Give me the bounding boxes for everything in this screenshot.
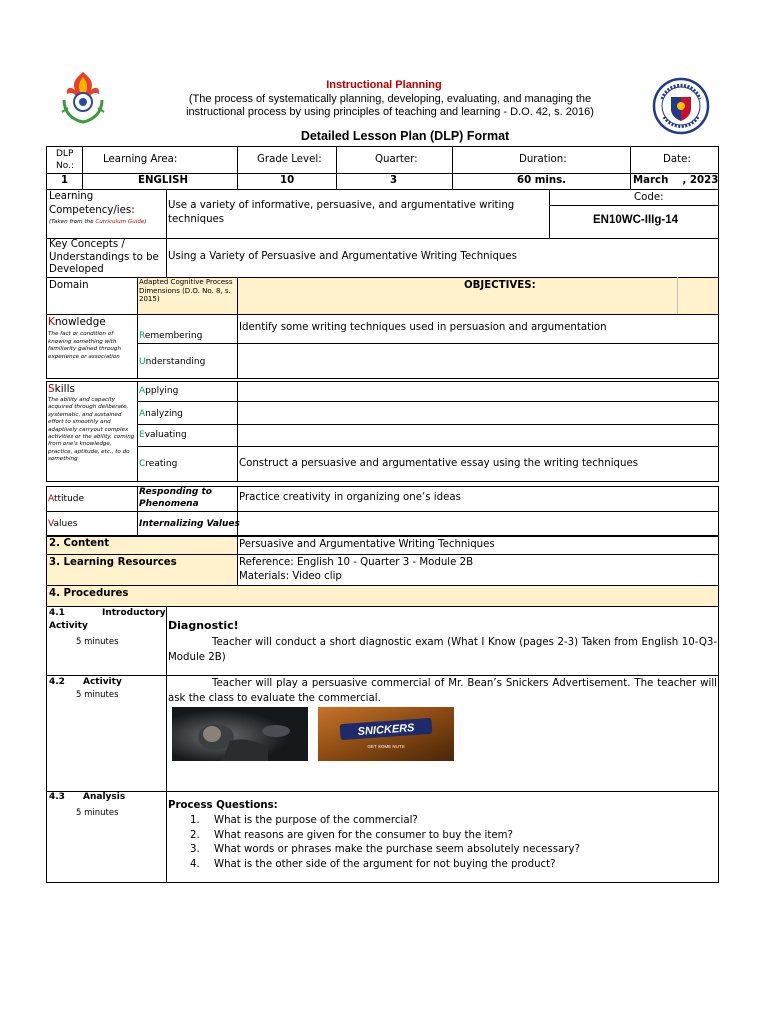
instructional-planning-subtitle: (The process of systematically planning, developing, evaluating, and managing the instructional process by using principles of teaching and learning - D.O. 42, s. 2016) bbox=[186, 93, 594, 118]
date-label: Date: bbox=[663, 154, 691, 165]
remembering-label: Remembering bbox=[139, 331, 203, 341]
reference-text: Reference: English 10 - Quarter 3 - Module 2B bbox=[239, 557, 474, 568]
process-questions-heading: Process Questions: bbox=[168, 800, 278, 811]
applying-label: Applying bbox=[139, 386, 179, 396]
list-item: 4. What is the other side of the argument for not buying the product? bbox=[190, 859, 556, 871]
school-logo bbox=[58, 68, 108, 126]
grade-level-label: Grade Level: bbox=[257, 154, 322, 165]
process-dimension-label: Adapted Cognitive Process Dimensions (D.O. No. 8, s. 2015) bbox=[139, 278, 233, 303]
intro-heading: Diagnostic! bbox=[168, 619, 239, 632]
knowledge-title: Knowledge bbox=[48, 316, 106, 328]
competency-label-1: Learning bbox=[49, 191, 94, 202]
learning-area-label: Learning Area: bbox=[103, 154, 178, 165]
quarter-value: 3 bbox=[390, 175, 398, 186]
activity-num: 4.2 bbox=[49, 677, 65, 687]
analyzing-label: Analyzing bbox=[139, 409, 183, 419]
list-item: 2. What reasons are given for the consumer to buy the item? bbox=[190, 829, 513, 841]
code-label: Code: bbox=[634, 192, 664, 203]
understanding-label: Understanding bbox=[139, 357, 206, 367]
quarter-label: Quarter: bbox=[375, 154, 418, 165]
content-text: Persuasive and Argumentative Writing Techniques bbox=[239, 539, 495, 550]
activity-text: Teacher will play a persuasive commercial of Mr. Bean’s Snickers Advertisement. The teacher will ask the class to evaluate the commercial. bbox=[168, 678, 717, 704]
skills-description: The ability and capacity acquired through deliberate, systematic, and sustained effort to smoothly and adaptively carryout complex activities or the ability, coming from one's knowledge, practice, aptitude, etc., to do something bbox=[48, 397, 135, 463]
duration-label: Duration: bbox=[519, 154, 567, 165]
snickers-ad-thumbnail[interactable] bbox=[318, 707, 454, 761]
intro-title-b: Activity bbox=[49, 621, 88, 631]
content-label: 2. Content bbox=[49, 538, 110, 549]
snickers-brand-text: SNICKERS bbox=[357, 722, 415, 738]
mr-bean-video-thumbnail[interactable] bbox=[172, 707, 308, 761]
domain-label: Domain bbox=[49, 280, 89, 291]
procedures-header bbox=[46, 585, 719, 607]
activity-time: 5 minutes bbox=[76, 690, 119, 700]
analysis-time: 5 minutes bbox=[76, 808, 119, 818]
creating-label: Creating bbox=[139, 459, 178, 469]
key-concepts-label: Key Concepts / Understandings to be Developed bbox=[49, 239, 159, 275]
analysis-num: 4.3 bbox=[49, 792, 65, 802]
intro-time: 5 minutes bbox=[76, 637, 119, 647]
creating-objective: Construct a persuasive and argumentative essay using the writing techniques bbox=[239, 458, 639, 469]
code-value: EN10WC-IIIg-14 bbox=[593, 214, 678, 226]
dlp-no-label: DLP No.: bbox=[56, 149, 74, 171]
materials-text: Materials: Video clip bbox=[239, 571, 342, 582]
competency-label-2: Competency/ies: bbox=[49, 205, 135, 216]
instructional-planning-title: Instructional Planning bbox=[326, 79, 442, 91]
knowledge-description: The fact or condition of knowing something with familiarity gained through experience or association bbox=[48, 331, 122, 360]
analysis-title: Analysis bbox=[83, 792, 126, 802]
date-value: March , 2023 bbox=[633, 175, 719, 186]
list-item: 1. What is the purpose of the commercial? bbox=[190, 815, 418, 826]
duration-value: 60 mins. bbox=[517, 175, 567, 186]
evaluating-label: Evaluating bbox=[139, 430, 187, 440]
objectives-label: OBJECTIVES: bbox=[464, 280, 536, 291]
process-questions-list bbox=[190, 814, 580, 873]
dlp-no-value: 1 bbox=[61, 175, 69, 186]
competency-note: (Taken from the Curriculum Guide) bbox=[49, 219, 147, 225]
learning-resources-label: 3. Learning Resources bbox=[49, 557, 177, 568]
dlp-format-title: Detailed Lesson Plan (DLP) Format bbox=[300, 129, 510, 143]
list-item: 3. What words or phrases make the purchase seem absolutely necessary? bbox=[190, 844, 580, 856]
grade-level-value: 10 bbox=[280, 175, 295, 186]
activity-title: Activity bbox=[83, 677, 122, 687]
competency-text: Use a variety of informative, persuasive, and argumentative writing techniques bbox=[168, 200, 515, 225]
attitude-process: Responding to Phenomena bbox=[139, 487, 212, 509]
learning-area-value: ENGLISH bbox=[138, 175, 188, 186]
intro-title-a: Introductory bbox=[102, 608, 166, 618]
attitude-label: Attitude bbox=[48, 494, 85, 504]
values-process: Internalizing Values bbox=[139, 519, 240, 529]
values-label: Values bbox=[48, 519, 78, 529]
procedures-label: 4. Procedures bbox=[49, 588, 129, 599]
intro-text: Teacher will conduct a short diagnostic exam (What I Know (pages 2-3) Taken from English 10-Q3-Module 2B) bbox=[168, 637, 717, 663]
intro-num: 4.1 bbox=[49, 608, 65, 618]
key-concepts-text: Using a Variety of Persuasive and Argumentative Writing Techniques bbox=[168, 251, 517, 262]
remembering-objective: Identify some writing techniques used in persuasion and argumentation bbox=[239, 322, 607, 333]
attitude-objective: Practice creativity in organizing one’s ideas bbox=[239, 492, 461, 503]
snickers-tagline: GET SOME NUTS bbox=[367, 744, 405, 749]
skills-title: Skills bbox=[48, 383, 75, 395]
